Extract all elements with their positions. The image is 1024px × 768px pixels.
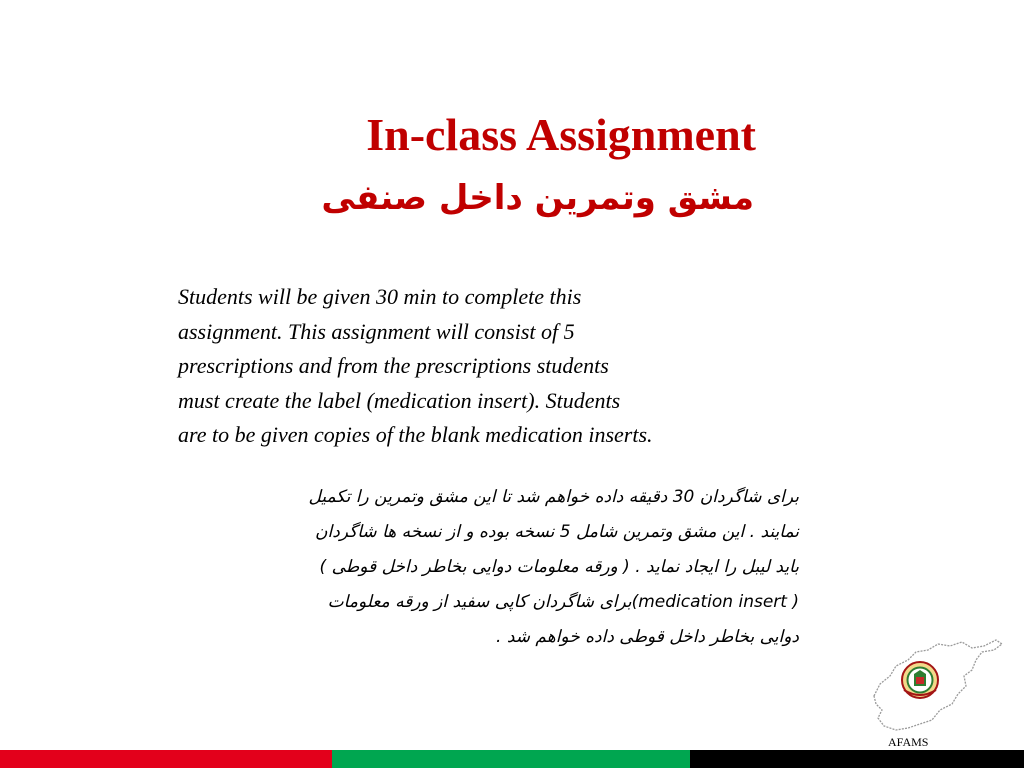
body-fa-line: برای شاگردان 30 دقیقه داده خواهم شد تا این مشق وتمرین را تکمیل	[308, 487, 799, 507]
body-en-line: are to be given copies of the blank medication inserts.	[178, 422, 653, 447]
body-en-line: prescriptions and from the prescriptions students	[178, 353, 609, 378]
body-text-dari	[159, 480, 799, 655]
slide-title-dari: مشق وتمرین داخل صنفی	[321, 178, 754, 218]
body-en-line: must create the label (medication insert). Students	[178, 387, 621, 413]
body-fa-line: نمایند . این مشق وتمرین شامل 5 نسخه بوده و از نسخه ها شاگردان	[315, 522, 799, 542]
body-fa-line: دوایی بخاطر داخل قوطی داده خواهم شد .	[496, 627, 799, 647]
body-en-line: Students will be given 30 min to complete this	[178, 284, 582, 309]
footer-bar-red	[0, 750, 332, 768]
footer-bar-black	[690, 750, 1024, 768]
body-fa-line: ( medication insert)برای شاگردان کاپی سفید از ورقه معلومات	[327, 592, 799, 612]
afghanistan-map-emblem-icon	[866, 636, 1006, 736]
logo-label: AFAMS	[888, 735, 929, 749]
footer-color-bar	[0, 750, 1024, 768]
body-text-english	[178, 280, 828, 453]
body-fa-line: باید لیبل را ایجاد نماید . ( ورقه معلومات دوایی بخاطر داخل قوطی )	[319, 557, 799, 577]
body-en-line: assignment. This assignment will consist of 5	[178, 318, 575, 344]
slide-title-english: In-class Assignment	[366, 109, 756, 160]
footer-bar-green	[332, 750, 690, 768]
